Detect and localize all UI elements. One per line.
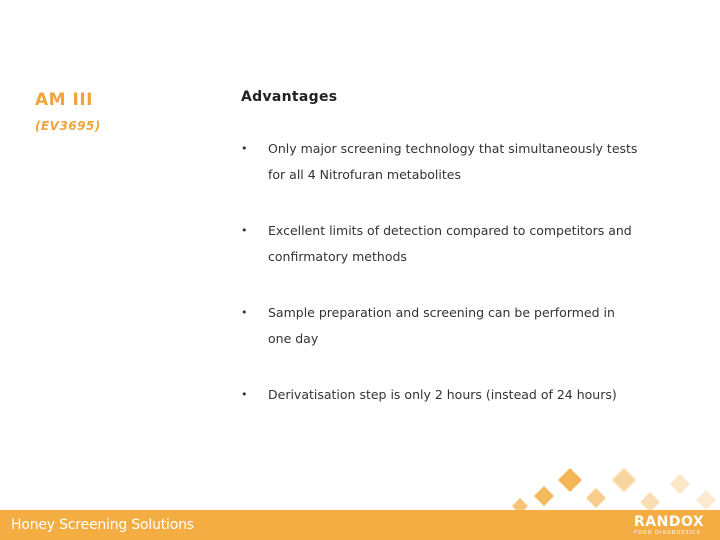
logo-tagline: FOOD DIAGNOSTICS bbox=[634, 530, 701, 536]
bullet-icon: • bbox=[241, 224, 248, 237]
list-item-line: Derivatisation step is only 2 hours (instead of 24 hours) bbox=[268, 387, 617, 402]
logo-wordmark: RANDOX bbox=[634, 514, 705, 530]
bullet-icon: • bbox=[241, 306, 248, 319]
product-title: AM III bbox=[35, 90, 93, 110]
list-item-line: Excellent limits of detection compared to competitors and bbox=[268, 223, 632, 238]
list-item-line: Sample preparation and screening can be performed in bbox=[268, 305, 615, 320]
list-item bbox=[241, 218, 671, 270]
list-item-line: one day bbox=[268, 331, 319, 346]
advantages-list bbox=[241, 136, 671, 438]
list-item bbox=[241, 300, 671, 352]
footer-title: Honey Screening Solutions bbox=[11, 517, 194, 533]
list-item bbox=[241, 136, 671, 188]
list-item bbox=[241, 382, 671, 408]
product-code: (EV3695) bbox=[35, 119, 101, 133]
list-item-line: confirmatory methods bbox=[268, 249, 407, 264]
list-item-line: Only major screening technology that simultaneously tests bbox=[268, 141, 638, 156]
bullet-icon: • bbox=[241, 388, 248, 401]
footer-bar bbox=[0, 510, 720, 540]
bullet-icon: • bbox=[241, 142, 248, 155]
honeycomb-decoration bbox=[500, 460, 720, 512]
section-heading: Advantages bbox=[241, 89, 338, 105]
list-item-line: for all 4 Nitrofuran metabolites bbox=[268, 167, 461, 182]
randox-logo bbox=[634, 514, 714, 538]
